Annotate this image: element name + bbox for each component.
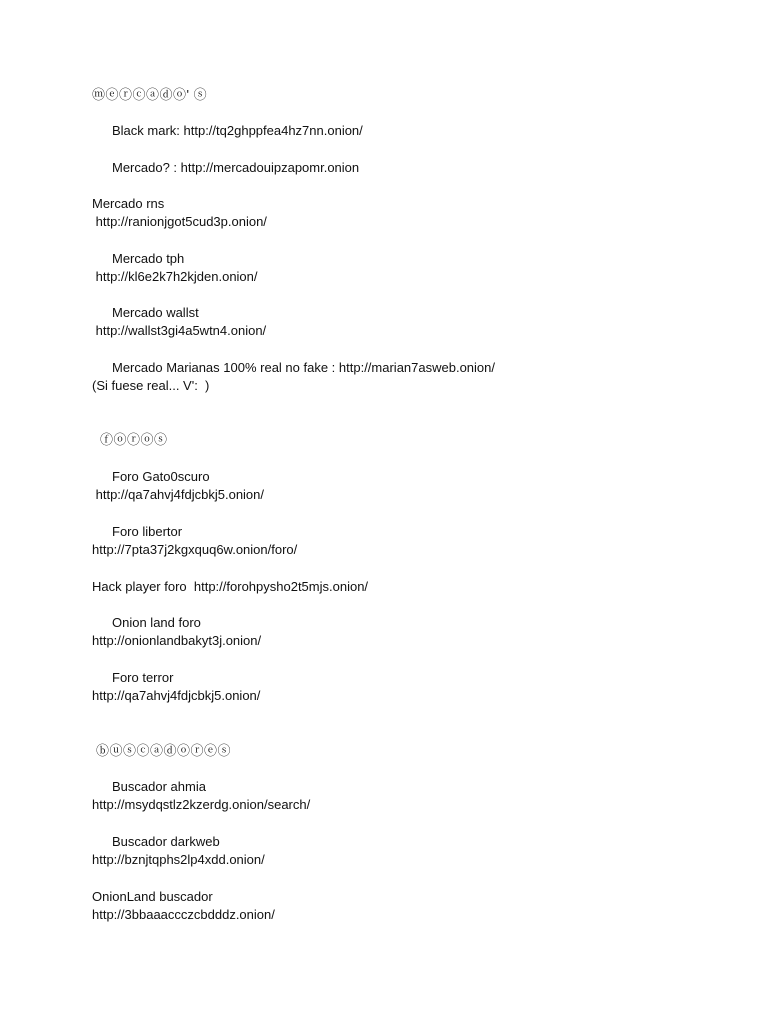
section-heading-mercados: ⓜⓔⓡⓒⓐⓓⓞ' ⓢ — [92, 87, 208, 102]
section-heading-foros: ⓕⓞⓡⓞⓢ — [100, 432, 168, 447]
entry-onion-land-foro-url: http://onionlandbakyt3j.onion/ — [92, 633, 262, 648]
entry-buscador-darkweb-url: http://bznjtqphs2lp4xdd.onion/ — [92, 852, 265, 867]
entry-mercado-wallst-url: http://wallst3gi4a5wtn4.onion/ — [92, 323, 267, 338]
entry-buscador-ahmia-title: Buscador ahmia — [112, 779, 206, 794]
entry-foro-terror-title: Foro terror — [112, 670, 174, 685]
entry-buscador-darkweb-title: Buscador darkweb — [112, 834, 220, 849]
entry-mercado-rns-title: Mercado rns — [92, 196, 165, 211]
entry-foro-libertor-url: http://7pta37j2kgxquq6w.onion/foro/ — [92, 542, 298, 557]
entry-onionland-buscador-title: OnionLand buscador — [92, 889, 213, 904]
entry-mercado-tph-url: http://kl6e2k7h2kjden.onion/ — [92, 269, 258, 284]
entry-mercado-tph-title: Mercado tph — [112, 251, 185, 266]
entry-mercado-marianas-note: (Si fuese real... V': ) — [92, 378, 210, 393]
entry-black-mark: Black mark: http://tq2ghppfea4hz7nn.onion/ — [112, 123, 363, 138]
entry-onion-land-foro-title: Onion land foro — [112, 615, 201, 630]
entry-foro-libertor-title: Foro libertor — [112, 524, 183, 539]
entry-foro-gato0scuro-title: Foro Gato0scuro — [112, 469, 210, 484]
entry-mercado-wallst-title: Mercado wallst — [112, 305, 199, 320]
entry-mercado: Mercado? : http://mercadouipzapomr.onion — [112, 160, 360, 175]
entry-hack-player-foro: Hack player foro http://forohpysho2t5mjs.onion/ — [92, 579, 369, 594]
entry-foro-terror-url: http://qa7ahvj4fdjcbkj5.onion/ — [92, 688, 261, 703]
entry-buscador-ahmia-url: http://msydqstlz2kzerdg.onion/search/ — [92, 797, 311, 812]
entry-mercado-marianas: Mercado Marianas 100% real no fake : http://marian7asweb.onion/ — [112, 360, 495, 375]
entry-foro-gato0scuro-url: http://qa7ahvj4fdjcbkj5.onion/ — [92, 487, 265, 502]
section-heading-buscadores: ⓑⓤⓢⓒⓐⓓⓞⓡⓔⓢ — [96, 743, 232, 758]
entry-onionland-buscador-url: http://3bbaaaccczcbdddz.onion/ — [92, 907, 275, 922]
entry-mercado-rns-url: http://ranionjgot5cud3p.onion/ — [92, 214, 267, 229]
